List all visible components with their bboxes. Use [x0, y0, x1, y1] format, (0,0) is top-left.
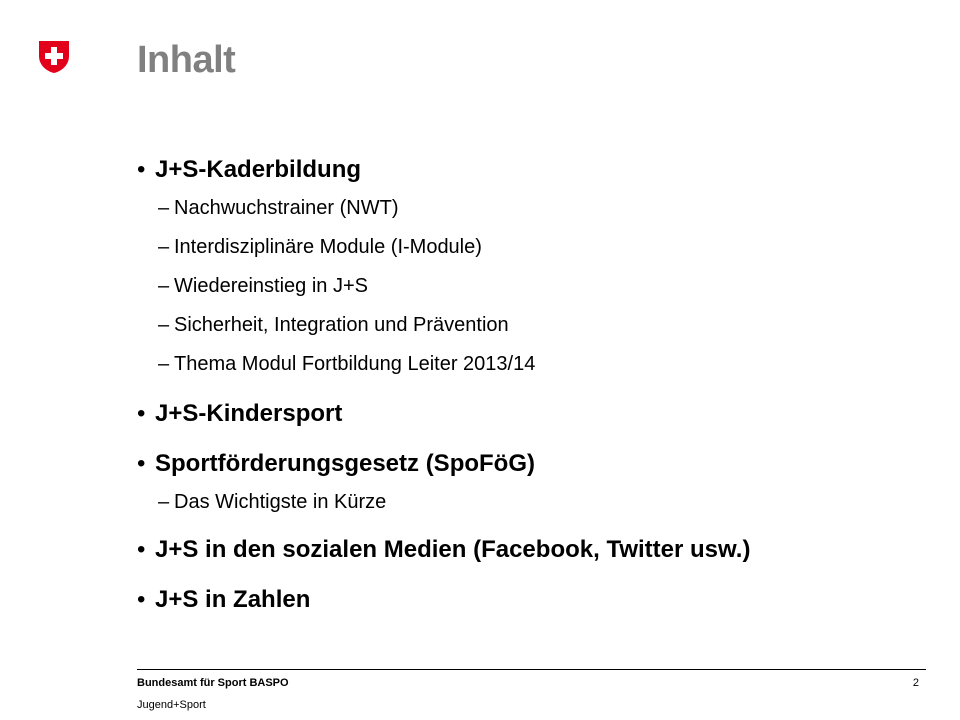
sublist-item — [137, 488, 937, 516]
dash-icon: – — [158, 491, 170, 513]
footer-suborganization: Jugend+Sport — [137, 699, 206, 711]
swiss-coat-of-arms-icon — [38, 40, 70, 74]
bullet-icon: • — [137, 586, 146, 613]
list-item — [137, 448, 937, 480]
sublist-item-label: Sicherheit, Integration und Prävention — [174, 314, 509, 336]
dash-icon: – — [158, 197, 170, 219]
bullet-icon: • — [137, 450, 146, 477]
sublist-item — [137, 233, 937, 261]
sublist-item — [137, 194, 937, 222]
page-title: Inhalt — [137, 39, 236, 81]
bullet-icon: • — [137, 156, 146, 183]
list-item — [137, 154, 937, 186]
dash-icon: – — [158, 353, 170, 375]
sublist-item — [137, 272, 937, 300]
dash-icon: – — [158, 236, 170, 258]
bullet-icon: • — [137, 400, 146, 427]
sublist-item-label: Interdisziplinäre Module (I-Module) — [174, 236, 482, 258]
list-item-label: Sportförderungsgesetz (SpoFöG) — [155, 450, 535, 477]
sublist — [137, 194, 937, 378]
list-item-label: J+S-Kaderbildung — [155, 156, 362, 183]
sublist-item — [137, 350, 937, 378]
footer-organization: Bundesamt für Sport BASPO — [137, 677, 289, 689]
list-item-label: J+S in den sozialen Medien (Facebook, Twitter usw.) — [155, 536, 751, 563]
list-item-label: J+S-Kindersport — [155, 400, 343, 427]
sublist-item-label: Thema Modul Fortbildung Leiter 2013/14 — [174, 353, 536, 375]
dash-icon: – — [158, 314, 170, 336]
footer-divider — [137, 669, 926, 670]
sublist-item-label: Das Wichtigste in Kürze — [174, 491, 387, 513]
dash-icon: – — [158, 275, 170, 297]
sublist-item — [137, 311, 937, 339]
list-item — [137, 398, 937, 430]
list-item-label: J+S in Zahlen — [155, 586, 311, 613]
list-item — [137, 534, 937, 566]
sublist-item-label: Nachwuchstrainer (NWT) — [174, 197, 399, 219]
page-number: 2 — [912, 677, 919, 689]
sublist — [137, 488, 937, 516]
list-item — [137, 584, 937, 616]
content-list — [137, 154, 937, 616]
bullet-icon: • — [137, 536, 146, 563]
sublist-item-label: Wiedereinstieg in J+S — [174, 275, 368, 297]
